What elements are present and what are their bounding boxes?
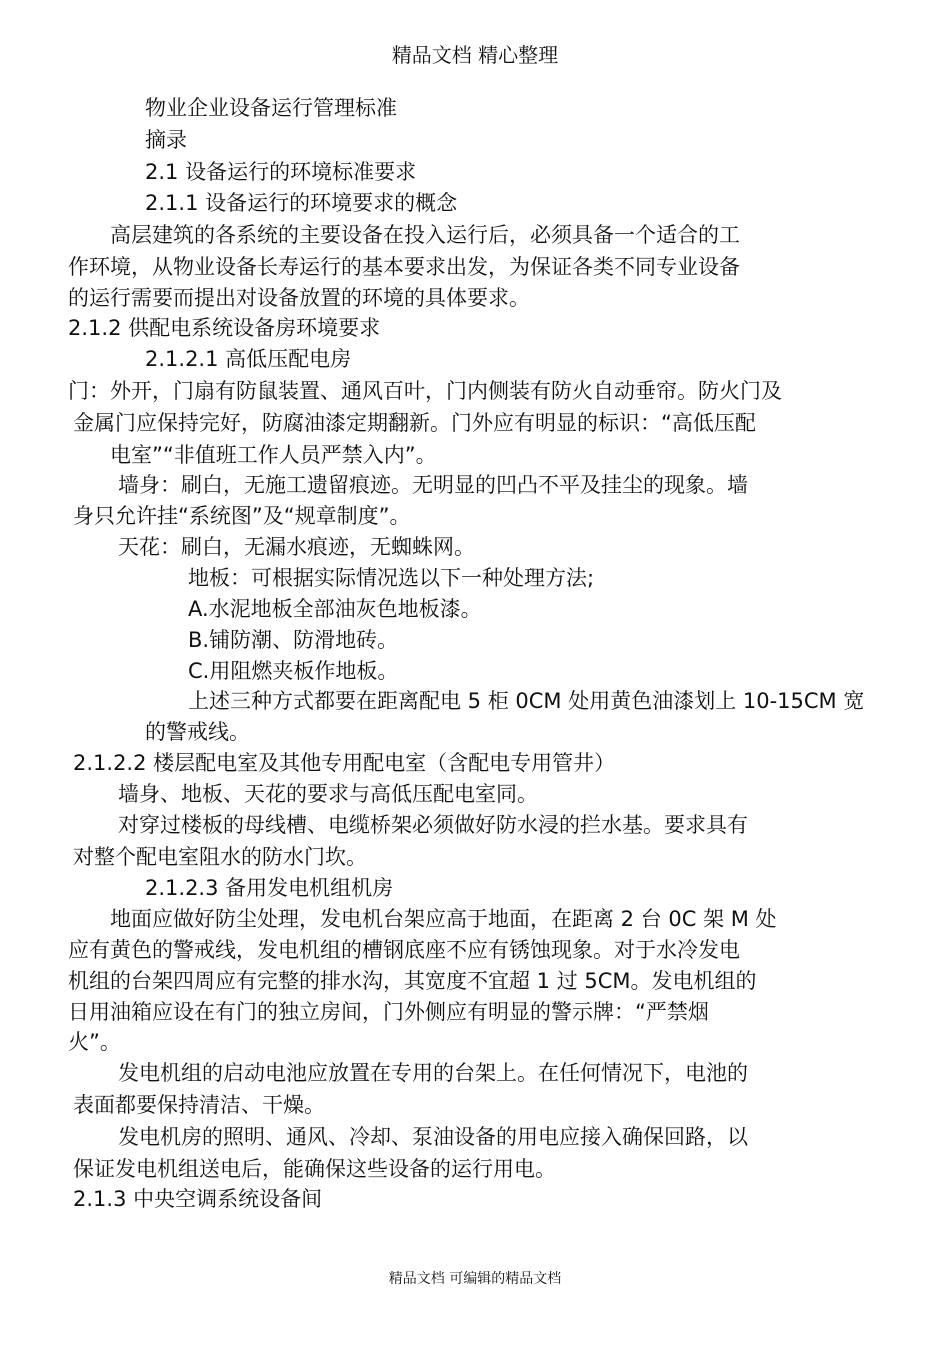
section-heading: 2.1.2.1 高低压配电房: [145, 347, 352, 371]
list-item: A.水泥地板全部油灰色地板漆。: [188, 597, 482, 621]
paragraph-line: 的警戒线。: [145, 720, 250, 744]
paragraph-line: 发电机房的照明、通风、冷却、泵油设备的用电应接入确保回路，以: [118, 1125, 748, 1149]
paragraph-line: 表面都要保持清洁、干燥。: [73, 1093, 325, 1117]
section-heading: 2.1.2.2 楼层配电室及其他专用配电室（含配电专用管井）: [73, 751, 616, 775]
paragraph-line: 金属门应保持完好，防腐油漆定期翻新。门外应有明显的标识：“高低压配: [73, 411, 756, 435]
section-heading: 2.1.2 供配电系统设备房环境要求: [68, 316, 381, 340]
page-header: 精品文档 精心整理: [391, 43, 559, 67]
paragraph-line: 地板：可根据实际情况选以下一种处理方法;: [188, 566, 595, 590]
paragraph-line: 对穿过楼板的母线槽、电缆桥架必须做好防水浸的拦水基。要求具有: [118, 813, 748, 837]
paragraph-line: 对整个配电室阻水的防水门坎。: [73, 845, 367, 869]
document-title: 物业企业设备运行管理标准: [145, 96, 397, 120]
paragraph-line: 身只允许挂“系统图”及“规章制度”。: [73, 504, 411, 528]
section-heading: 2.1.1 设备运行的环境要求的概念: [145, 191, 458, 215]
paragraph-line: 门：外开，门扇有防鼠装置、通风百叶，门内侧装有防火自动垂帘。防火门及: [68, 379, 782, 403]
section-heading: 2.1.2.3 备用发电机组机房: [145, 876, 394, 900]
paragraph-line: 应有黄色的警戒线，发电机组的槽钢底座不应有锈蚀现象。对于水冷发电: [68, 938, 740, 962]
paragraph-line: 保证发电机组送电后，能确保这些设备的运行用电。: [73, 1157, 556, 1181]
paragraph-line: 火”。: [68, 1030, 121, 1054]
section-heading: 2.1.3 中央空调系统设备间: [73, 1187, 323, 1211]
paragraph-line: 上述三种方式都要在距离配电 5 柜 0CM 处用黄色油漆划上 10-15CM 宽: [188, 689, 865, 713]
paragraph-line: 墙身、地板、天花的要求与高低压配电室同。: [118, 782, 538, 806]
paragraph-line: 墙身：刷白，无施工遗留痕迹。无明显的凹凸不平及挂尘的现象。墙: [118, 473, 748, 497]
paragraph-line: 的运行需要而提出对设备放置的环境的具体要求。: [68, 286, 530, 310]
paragraph-line: 日用油箱应设在有门的独立房间，门外侧应有明显的警示牌：“严禁烟: [68, 1000, 709, 1024]
paragraph-line: 地面应做好防尘处理，发电机台架应高于地面，在距离 2 台 0C 架 M 处: [110, 907, 777, 931]
subtitle-excerpt: 摘录: [145, 128, 187, 152]
section-heading: 2.1 设备运行的环境标准要求: [145, 160, 417, 184]
paragraph-line: 作环境，从物业设备长寿运行的基本要求出发，为保证各类不同专业设备: [68, 255, 740, 279]
list-item: B.铺防潮、防滑地砖。: [188, 628, 399, 652]
paragraph-line: 机组的台架四周应有完整的排水沟，其宽度不宜超 1 过 5CM。发电机组的: [68, 969, 757, 993]
paragraph-line: 发电机组的启动电池应放置在专用的台架上。在任何情况下，电池的: [118, 1061, 748, 1085]
paragraph-line: 天花：刷白，无漏水痕迹，无蜘蛛网。: [118, 535, 475, 559]
paragraph-line: 高层建筑的各系统的主要设备在投入运行后，必须具备一个适合的工: [110, 223, 740, 247]
list-item: C.用阻燃夹板作地板。: [188, 659, 399, 683]
page-footer: 精品文档 可编辑的精品文档: [388, 1271, 562, 1287]
paragraph-line: 电室”“非值班工作人员严禁入内”。: [110, 443, 437, 467]
